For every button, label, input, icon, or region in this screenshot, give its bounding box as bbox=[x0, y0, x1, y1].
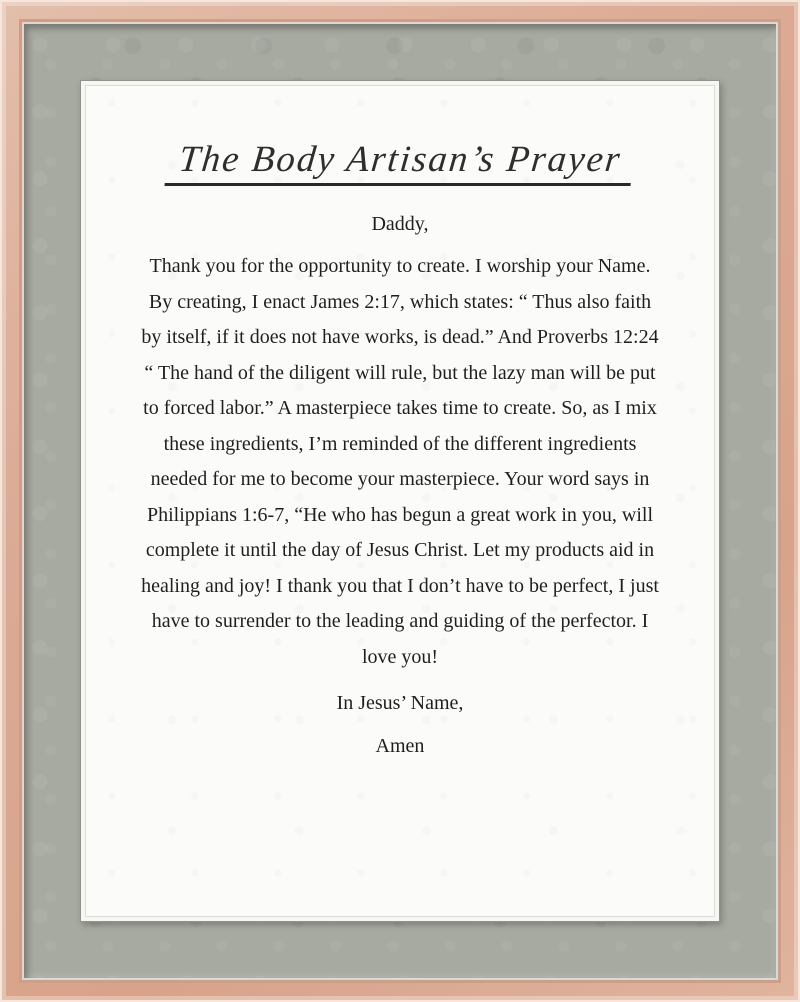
mat-board bbox=[24, 24, 776, 978]
prayer-title: The Body Artisan’s Prayer bbox=[164, 138, 635, 186]
salutation-line: Daddy, bbox=[371, 213, 429, 235]
mat-bevel-opening bbox=[80, 80, 720, 922]
closing-line: In Jesus’ Name, bbox=[336, 692, 464, 714]
signoff-line: Amen bbox=[375, 735, 425, 757]
title-row bbox=[86, 138, 714, 186]
prayer-body-text: Thank you for the opportunity to create. I worship your Name. By creating, I enact James 2:17, which states: “ Thus also faith by itself, if it does not have works, is dead.” And Proverbs 12:24 “ The hand of the diligent will rule, but the lazy man will be put to forced labor.” A masterpiece takes time to create. So, as I mix these ingredients, I’m reminded of the different ingredients needed for me to become your masterpiece. Your word says in Philippians 1:6-7, “He who has begun a great work in you, will complete it until the day of Jesus Christ. Let my products aid in healing and joy! I thank you that I don’t have to be perfect, I just have to surrender to the leading and guiding of the perfector. I love you! bbox=[141, 255, 659, 668]
prayer-paper bbox=[85, 85, 715, 917]
